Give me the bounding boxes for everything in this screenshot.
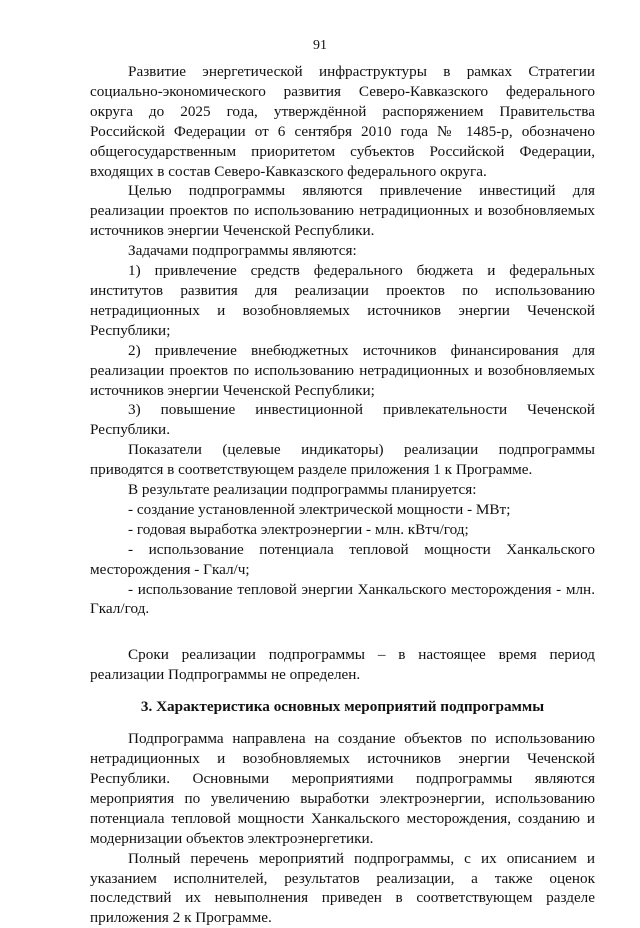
paragraph-task-2: 2) привлечение внебюджетных источников финансирования для реализации проектов по использованию нетрадиционных и возобновляемых источников энергии Чеченской Республики; <box>90 341 595 399</box>
result-item-power: - создание установленной электрической мощности - МВт; <box>128 500 511 518</box>
paragraph-indicators: Показатели (целевые индикаторы) реализации подпрограммы приводятся в соответствующем разделе приложения 1 к Программе. <box>90 441 595 479</box>
spacer <box>90 619 595 645</box>
paragraph-terms: Сроки реализации подпрограммы – в настоящее время период реализации Подпрограммы не определен. <box>90 646 595 684</box>
paragraph-tasks-heading: Задачами подпрограммы являются: <box>128 242 357 260</box>
spacer <box>90 717 595 729</box>
result-item-output: - годовая выработка электроэнергии - млн. кВтч/год; <box>128 520 469 538</box>
paragraph-task-3: 3) повышение инвестиционной привлекательности Чеченской Республики. <box>90 401 595 439</box>
paragraph-full-list: Полный перечень мероприятий подпрограммы, с их описанием и указанием исполнителей, результатов реализации, а также оценок последствий их невыполнения приведен в соответствующем разделе приложения 2 к Программе. <box>90 849 595 927</box>
paragraph-strategy: Развитие энергетической инфраструктуры в рамках Стратегии социально-экономического развития Северо-Кавказского федерального округа до 2025 года, утверждённой распоряжением Правительства Российской Федерации от 6 сентября 2010 года № 1485-р, обозначено общегосударственным приоритетом субъектов Российской Федерации, входящих в состав Северо-Кавказского федерального округа. <box>90 63 595 180</box>
result-item-thermal-capacity: - использование потенциала тепловой мощности Ханкальского месторождения - Гкал/ч; <box>90 540 595 578</box>
document-body <box>90 62 595 928</box>
paragraph-task-1: 1) привлечение средств федерального бюджета и федеральных институтов развития для реализации проектов по использованию нетрадиционных и возобновляемых источников энергии Чеченской Республики; <box>90 262 595 339</box>
result-item-thermal-energy: - использование тепловой энергии Ханкальского месторождения - млн. Гкал/год. <box>90 580 595 618</box>
paragraph-goal: Целью подпрограммы являются привлечение инвестиций для реализации проектов по использованию нетрадиционных и возобновляемых источников энергии Чеченской Республики. <box>90 182 595 240</box>
paragraph-subprogram-description: Подпрограмма направлена на создание объектов по использованию нетрадиционных и возобновляемых источников энергии Чеченской Республики. Основными мероприятиями подпрограммы являются мероприятия по увеличению выработки электроэнергии, использованию потенциала тепловой мощности Ханкальского месторождения, созданию и модернизации объектов электроэнергетики. <box>90 730 595 847</box>
paragraph-results-heading: В результате реализации подпрограммы планируется: <box>128 481 477 499</box>
spacer <box>90 685 595 697</box>
page-number: 91 <box>313 38 327 53</box>
section-heading: 3. Характеристика основных мероприятий подпрограммы <box>140 698 545 716</box>
